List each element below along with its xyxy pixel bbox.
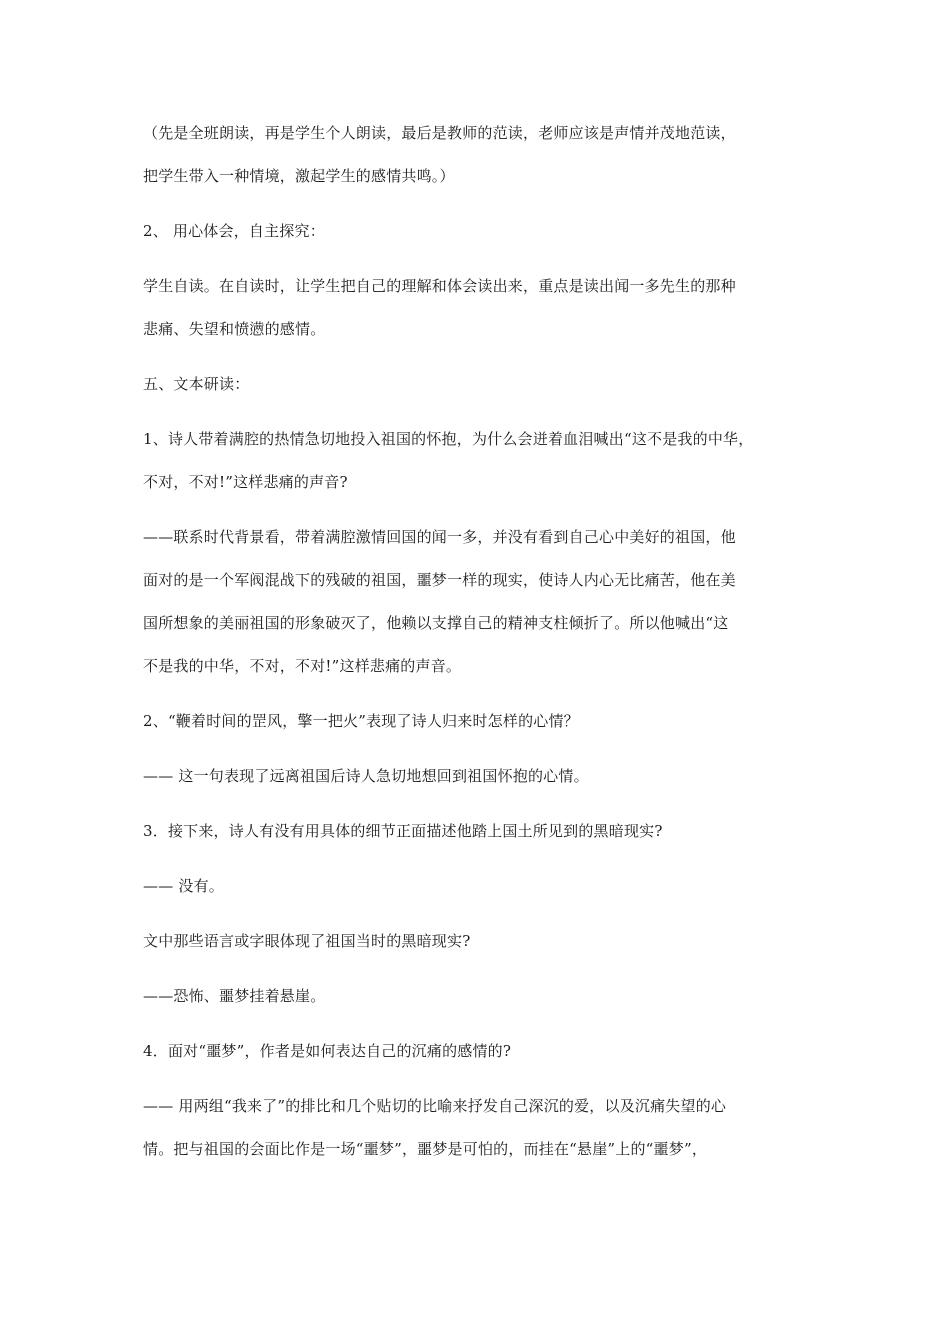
answer-1-line-3: 国所想象的美丽祖国的形象破灭了，他赖以支撑自己的精神支柱倾折了。所以他喊出“这	[143, 614, 729, 632]
step2-body-line-1: 学生自读。在自读时，让学生把自己的理解和体会读出来，重点是读出闻一多先生的那种	[143, 277, 736, 295]
intro-note-line-2: 把学生带入一种情境，激起学生的感情共鸣。）	[143, 167, 455, 185]
section5-heading: 五、文本研读：	[143, 375, 250, 393]
question-1-line-2: 不对，不对!”这样悲痛的声音?	[143, 473, 348, 491]
question-4: 4．面对“噩梦”，作者是如何表达自己的沉痛的感情的?	[143, 1042, 512, 1060]
intro-note-line-1: （先是全班朗读，再是学生个人朗读，最后是教师的范读，老师应该是声情并茂地范读，	[143, 124, 736, 142]
question-1-line-1: 1、诗人带着满腔的热情急切地投入祖国的怀抱，为什么会迸着血泪喊出“这不是我的中华，	[143, 430, 754, 448]
answer-1-line-4: 不是我的中华，不对，不对!”这样悲痛的声音。	[143, 657, 462, 675]
question-2: 2、“鞭着时间的罡风，擎一把火”表现了诗人归来时怎样的心情？	[143, 712, 579, 730]
answer-1-line-2: 面对的是一个军阀混战下的残破的祖国，噩梦一样的现实，使诗人内心无比痛苦，他在美	[143, 571, 736, 589]
answer-3: —— 没有。	[143, 877, 224, 895]
step2-heading: 2、 用心体会，自主探究：	[143, 222, 325, 240]
question-3: 3．接下来，诗人有没有用具体的细节正面描述他踏上国土所见到的黑暗现实?	[143, 822, 663, 840]
step2-body-line-2: 悲痛、失望和愤懑的感情。	[143, 320, 326, 338]
answer-4-line-2: 情。把与祖国的会面比作是一场“噩梦”，噩梦是可怕的，而挂在“悬崖”上的“噩梦”，	[143, 1140, 708, 1158]
answer-3b: ——恐怖、噩梦挂着悬崖。	[143, 987, 326, 1005]
question-3b: 文中那些语言或字眼体现了祖国当时的黑暗现实?	[143, 932, 471, 950]
answer-1-line-1: ——联系时代背景看，带着满腔激情回国的闻一多，并没有看到自己心中美好的祖国，他	[143, 528, 736, 546]
answer-2: —— 这一句表现了远离祖国后诗人急切地想回到祖国怀抱的心情。	[143, 767, 589, 785]
document-page	[143, 122, 813, 1160]
answer-4-line-1: —— 用两组“我来了”的排比和几个贴切的比喻来抒发自己深沉的爱，以及沉痛失望的心	[143, 1097, 727, 1115]
